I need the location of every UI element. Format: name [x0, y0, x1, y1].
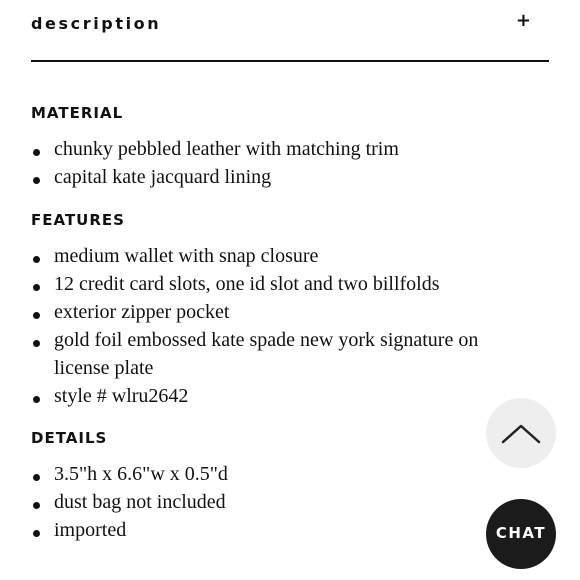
description-accordion-header[interactable]: [31, 8, 549, 62]
list-item: exterior zipper pocket: [31, 298, 534, 326]
details-heading: DETAILS: [31, 429, 108, 447]
details-list: [31, 460, 228, 544]
accordion-title: description: [31, 14, 162, 33]
list-item: dust bag not included: [31, 488, 228, 516]
material-list: [31, 135, 399, 191]
list-item: gold foil embossed kate spade new york signature on license plate: [31, 326, 534, 382]
features-heading: FEATURES: [31, 211, 125, 229]
scroll-to-top-button[interactable]: [486, 398, 556, 468]
list-item: chunky pebbled leather with matching trim: [31, 135, 399, 163]
list-item: imported: [31, 516, 228, 544]
list-item: 3.5"h x 6.6"w x 0.5"d: [31, 460, 228, 488]
list-item: 12 credit card slots, one id slot and two billfolds: [31, 270, 534, 298]
chat-label: CHAT: [495, 524, 547, 542]
list-item: medium wallet with snap closure: [31, 242, 534, 270]
plus-icon[interactable]: +: [515, 10, 531, 31]
chat-button[interactable]: [486, 499, 556, 569]
material-heading: MATERIAL: [31, 104, 124, 122]
list-item: capital kate jacquard lining: [31, 163, 399, 191]
features-list: [31, 242, 534, 410]
list-item: style # wlru2642: [31, 382, 534, 410]
chevron-up-icon: [501, 418, 541, 448]
